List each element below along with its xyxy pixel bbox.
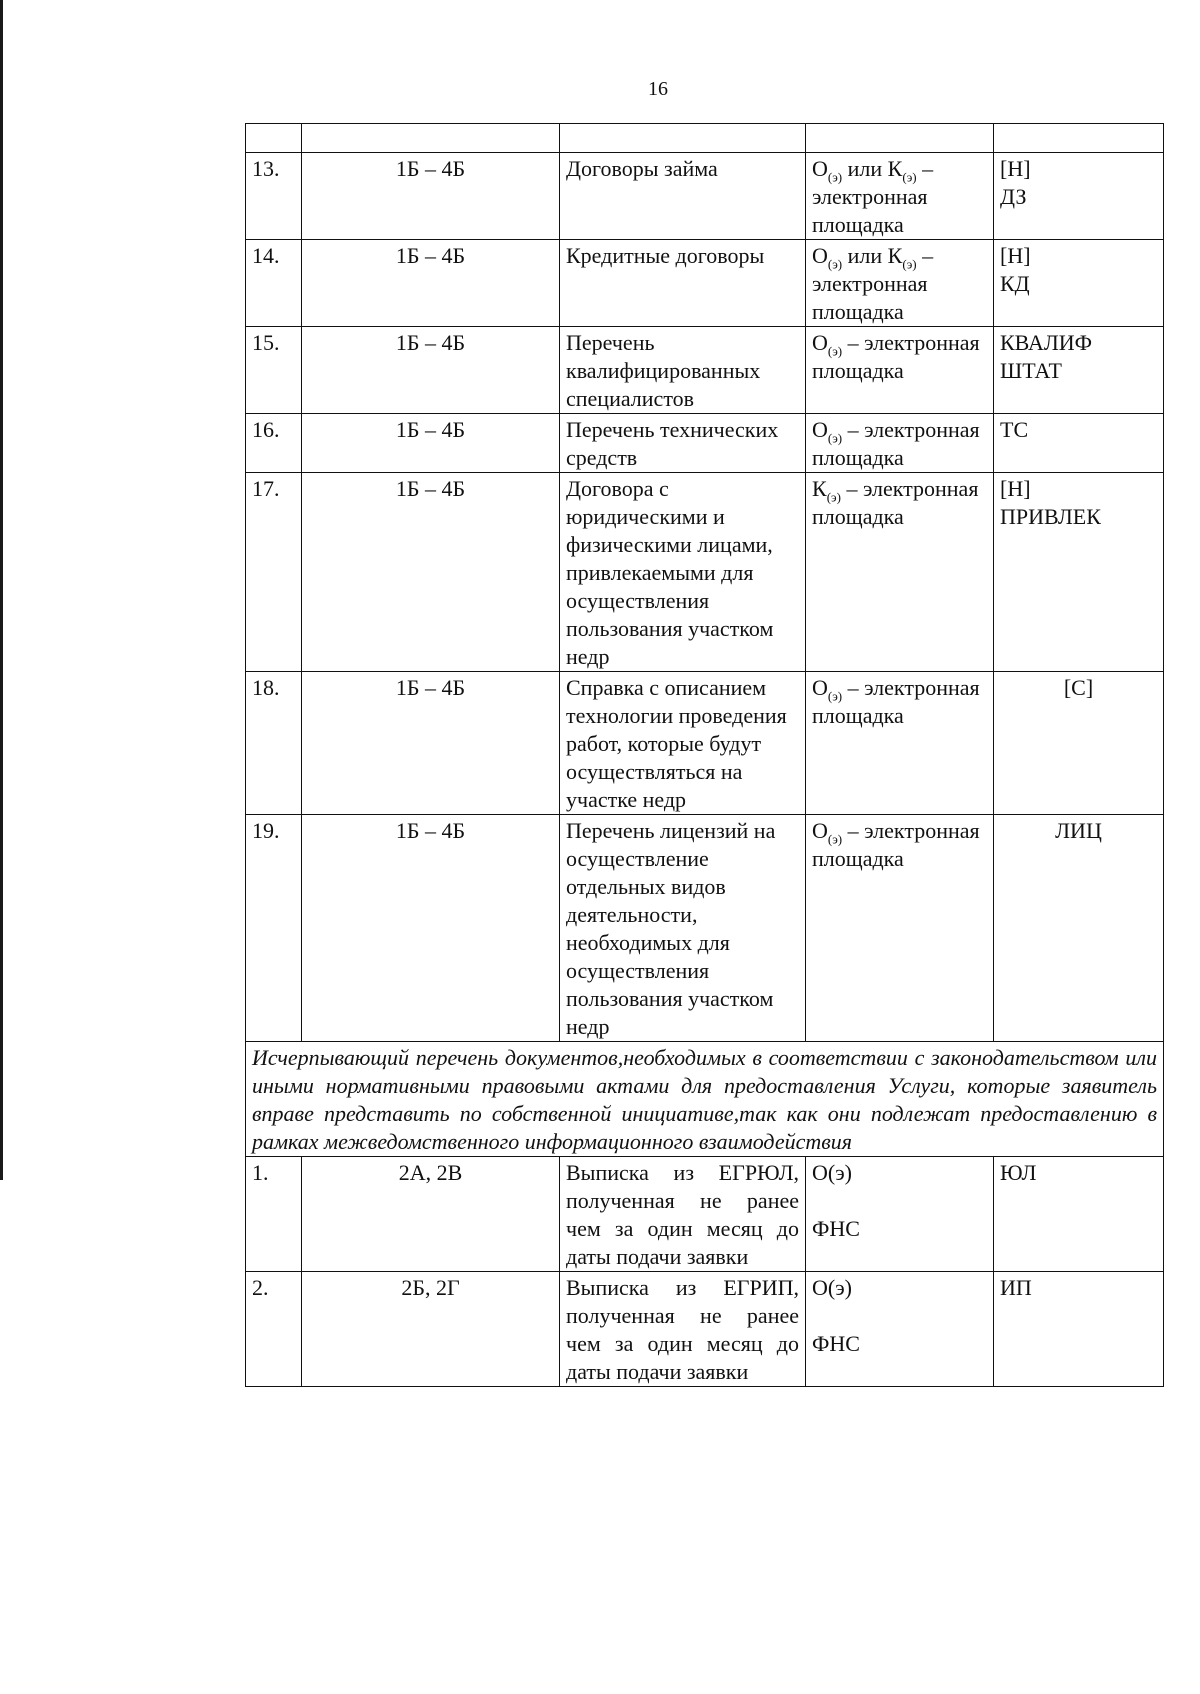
row-number: 17. bbox=[246, 473, 302, 672]
form-code: О bbox=[812, 417, 828, 442]
document-name: Справка с описанием технологии проведения работ, которые будут осуществляться на участке недр bbox=[560, 672, 806, 815]
header-cell bbox=[994, 124, 1164, 153]
column-number-row bbox=[246, 124, 1164, 153]
form-code: О bbox=[812, 156, 828, 181]
row-number: 16. bbox=[246, 414, 302, 473]
document-name: Договора с юридическими и физическими лицами, привлекаемыми для осуществления пользования участком недр bbox=[560, 473, 806, 672]
document-name: Перечень технических средств bbox=[560, 414, 806, 473]
applicant-codes: 1Б – 4Б bbox=[302, 153, 560, 240]
form-channel: – электронная площадка bbox=[812, 243, 934, 324]
form-code: К bbox=[812, 476, 827, 501]
document-mark: [Н] ПРИВЛЕК bbox=[994, 473, 1164, 672]
submission-form bbox=[806, 672, 994, 815]
documents-table bbox=[245, 123, 1164, 1387]
row-number: 15. bbox=[246, 327, 302, 414]
header-cell bbox=[246, 124, 302, 153]
form-separator: или bbox=[842, 243, 888, 268]
header-cell bbox=[806, 124, 994, 153]
table-row bbox=[246, 815, 1164, 1042]
form-code: О bbox=[812, 818, 828, 843]
scan-edge-line bbox=[0, 0, 3, 1180]
applicant-codes: 2Б, 2Г bbox=[302, 1272, 560, 1387]
row-number: 2. bbox=[246, 1272, 302, 1387]
form-code-sub: (э) bbox=[827, 430, 843, 446]
submission-form bbox=[806, 473, 994, 672]
form-channel: – электронная площадка bbox=[812, 417, 980, 470]
table-row bbox=[246, 1157, 1164, 1272]
form-code-alt: К bbox=[887, 243, 903, 268]
document-mark: ЛИЦ bbox=[994, 815, 1164, 1042]
applicant-codes: 1Б – 4Б bbox=[302, 327, 560, 414]
document-mark: [Н] ДЗ bbox=[994, 153, 1164, 240]
form-separator: или bbox=[842, 156, 888, 181]
row-number: 18. bbox=[246, 672, 302, 815]
document-mark: КВАЛИФ ШТАТ bbox=[994, 327, 1164, 414]
row-number: 13. bbox=[246, 153, 302, 240]
form-channel: – электронная площадка bbox=[812, 675, 980, 728]
document-mark: [Н] КД bbox=[994, 240, 1164, 327]
table-row bbox=[246, 240, 1164, 327]
form-code-sub: (э) bbox=[827, 169, 843, 185]
table-row bbox=[246, 153, 1164, 240]
section-heading: Исчерпывающий перечень документов,необходимых в соответствии с законодательством или иными нормативными правовыми актами для предоставления Услуги, которые заявитель вправе представить по собственной инициативе,так как они подлежат предоставлению в рамках межведомственного информационного взаимодействия bbox=[246, 1042, 1164, 1157]
form-code: О bbox=[812, 243, 828, 268]
row-number: 1. bbox=[246, 1157, 302, 1272]
form-code-sub: (э) bbox=[826, 489, 841, 505]
applicant-codes: 1Б – 4Б bbox=[302, 473, 560, 672]
submission-form bbox=[806, 327, 994, 414]
form-code-alt-sub: (э) bbox=[902, 169, 917, 185]
row-number: 19. bbox=[246, 815, 302, 1042]
submission-form bbox=[806, 153, 994, 240]
document-name: Выписка из ЕГРИП, полученная не ранее чем за один месяц до даты подачи заявки bbox=[560, 1272, 806, 1387]
form-channel: – электронная площадка bbox=[812, 476, 979, 529]
form-channel: – электронная площадка bbox=[812, 818, 980, 871]
table-row bbox=[246, 414, 1164, 473]
document-mark: [С] bbox=[994, 672, 1164, 815]
form-channel: – электронная площадка bbox=[812, 156, 934, 237]
applicant-codes: 1Б – 4Б bbox=[302, 815, 560, 1042]
form-channel: – электронная площадка bbox=[812, 330, 980, 383]
submission-form bbox=[806, 815, 994, 1042]
header-cell bbox=[560, 124, 806, 153]
form-code-alt: К bbox=[887, 156, 903, 181]
header-cell bbox=[302, 124, 560, 153]
applicant-codes: 2А, 2В bbox=[302, 1157, 560, 1272]
table-row bbox=[246, 327, 1164, 414]
document-name: Перечень квалифицированных специалистов bbox=[560, 327, 806, 414]
document-mark: ЮЛ bbox=[994, 1157, 1164, 1272]
document-name: Кредитные договоры bbox=[560, 240, 806, 327]
document-name: Договоры займа bbox=[560, 153, 806, 240]
table-row bbox=[246, 473, 1164, 672]
applicant-codes: 1Б – 4Б bbox=[302, 414, 560, 473]
section-heading-row bbox=[246, 1042, 1164, 1157]
page-number: 16 bbox=[648, 78, 668, 100]
submission-form bbox=[806, 240, 994, 327]
applicant-codes: 1Б – 4Б bbox=[302, 240, 560, 327]
table-row bbox=[246, 1272, 1164, 1387]
row-number: 14. bbox=[246, 240, 302, 327]
submission-form: О(э) ФНС bbox=[806, 1272, 994, 1387]
form-code-sub: (э) bbox=[827, 688, 843, 704]
form-code: О bbox=[812, 330, 828, 355]
form-code: О bbox=[812, 675, 828, 700]
form-code-alt-sub: (э) bbox=[902, 256, 917, 272]
form-code-sub: (э) bbox=[827, 256, 843, 272]
table-row bbox=[246, 672, 1164, 815]
document-mark: ТС bbox=[994, 414, 1164, 473]
document-mark: ИП bbox=[994, 1272, 1164, 1387]
document-name: Перечень лицензий на осуществление отдельных видов деятельности, необходимых для осуществления пользования участком недр bbox=[560, 815, 806, 1042]
form-code-sub: (э) bbox=[827, 343, 843, 359]
document-name: Выписка из ЕГРЮЛ, полученная не ранее чем за один месяц до даты подачи заявки bbox=[560, 1157, 806, 1272]
submission-form bbox=[806, 414, 994, 473]
form-code-sub: (э) bbox=[827, 831, 843, 847]
submission-form: О(э) ФНС bbox=[806, 1157, 994, 1272]
applicant-codes: 1Б – 4Б bbox=[302, 672, 560, 815]
